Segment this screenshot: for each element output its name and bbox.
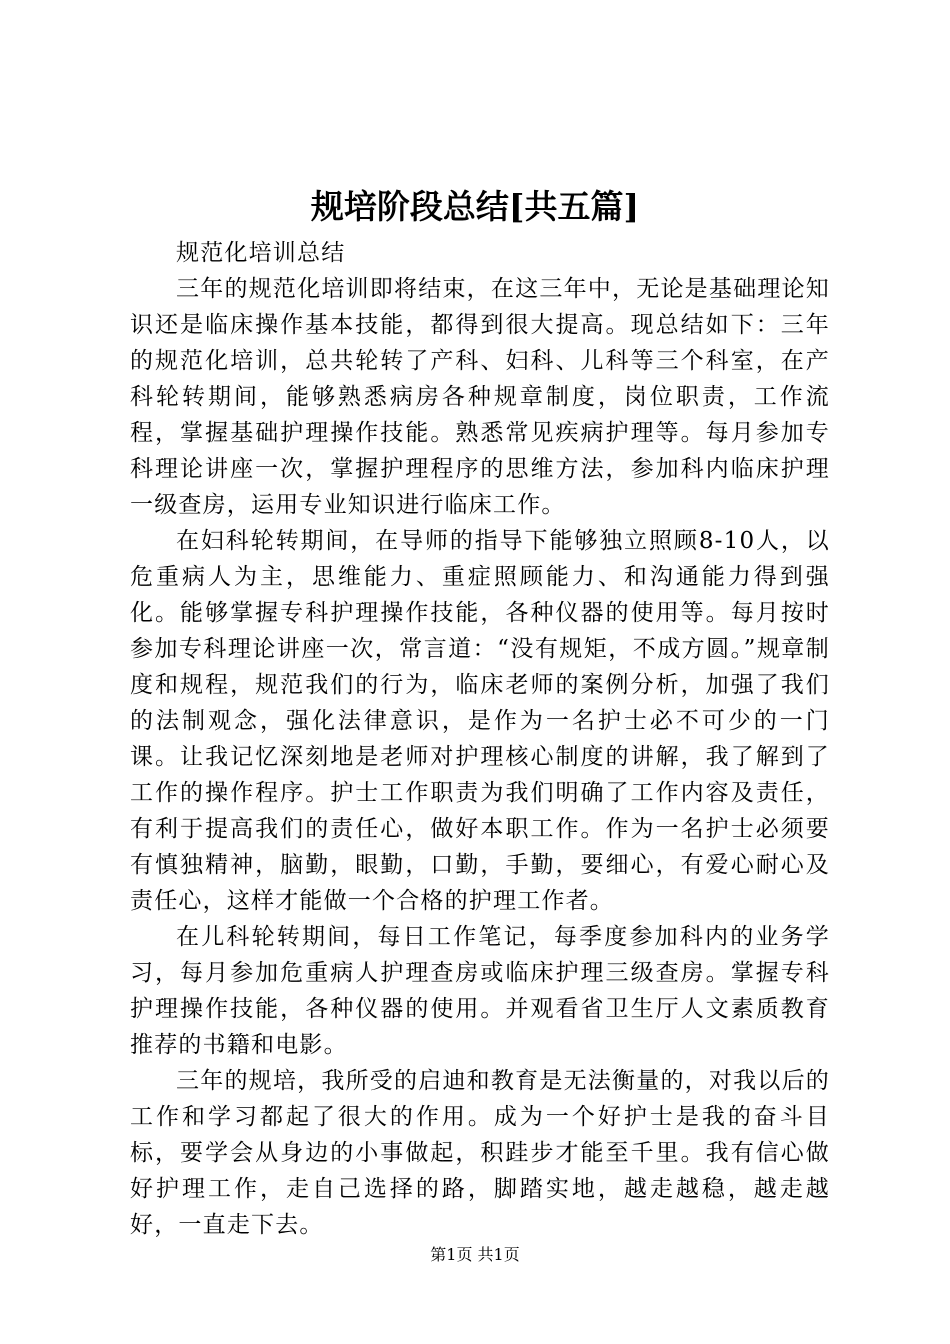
paragraph: 三年的规培，我所受的启迪和教育是无法衡量的，对我以后的工作和学习都起了很大的作用。成为一个好护士是我的奋斗目标，要学会从身边的小事做起，积跬步才能至千里。我有信心做好护理工作，走自己选择的路，脚踏实地，越走越稳，越走越好，一直走下去。 xyxy=(130,1068,830,1238)
paragraph: 在儿科轮转期间，每日工作笔记，每季度参加科内的业务学习，每月参加危重病人护理查房或临床护理三级查房。掌握专科护理操作技能，各种仪器的使用。并观看省卫生厅人文素质教育推荐的书籍和电影。 xyxy=(130,924,830,1058)
document-body xyxy=(130,235,830,1243)
page-footer: 第1页 共1页 xyxy=(430,1245,520,1264)
document-title: 规培阶段总结[共五篇] xyxy=(310,187,640,226)
document-subtitle: 规范化培训总结 xyxy=(176,240,346,266)
paragraph: 在妇科轮转期间，在导师的指导下能够独立照顾8-10人，以危重病人为主，思维能力、重症照顾能力、和沟通能力得到强化。能够掌握专科护理操作技能，各种仪器的使用等。每月按时参加专科理论讲座一次，常言道：“没有规矩，不成方圆。”规章制度和规程，规范我们的行为，临床老师的案例分析，加强了我们的法制观念，强化法律意识，是作为一名护士必不可少的一门课。让我记忆深刻地是老师对护理核心制度的讲解，我了解到了工作的操作程序。护士工作职责为我们明确了工作内容及责任，有利于提高我们的责任心，做好本职工作。作为一名护士必须要有慎独精神，脑勤，眼勤，口勤，手勤，要细心，有爱心耐心及责任心，这样才能做一个合格的护理工作者。 xyxy=(130,528,830,914)
paragraph: 三年的规范化培训即将结束，在这三年中，无论是基础理论知识还是临床操作基本技能，都得到很大提高。现总结如下：三年的规范化培训，总共轮转了产科、妇科、儿科等三个科室，在产科轮转期间，能够熟悉病房各种规章制度，岗位职责，工作流程，掌握基础护理操作技能。熟悉常见疾病护理等。每月参加专科理论讲座一次，掌握护理程序的思维方法，参加科内临床护理一级查房，运用专业知识进行临床工作。 xyxy=(130,276,830,518)
